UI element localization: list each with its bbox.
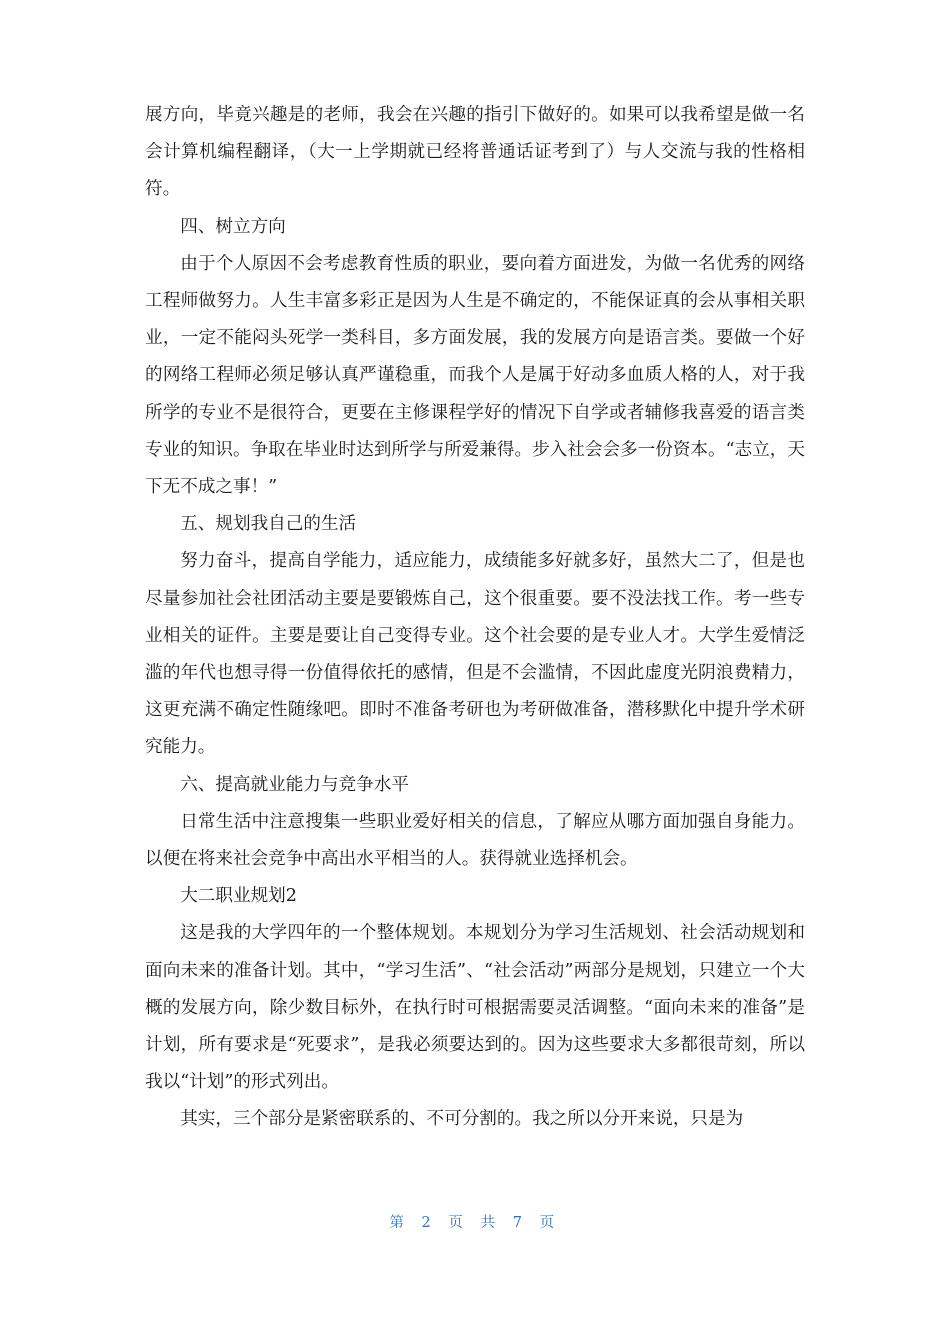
section-heading-4: 四、树立方向 (180, 216, 286, 237)
document-body (145, 97, 805, 1139)
paragraph-parts-connected: 其实，三个部分是紧密联系的、不可分割的。我之所以分开来说，只是为 (180, 1109, 744, 1130)
paragraph-overall-plan: 这是我的大学四年的一个整体规划。本规划分为学习生活规划、社会活动规划和面向未来的准备计划。其中，“学习生活”、“社会活动”两部分是规划，只建立一个大概的发展方向，除少数目标外，在执行时可根据需要灵活调整。“面向未来的准备”是计划，所有要求是“死要求”，是我必须要达到的。因为这些要求大多都很苛刻，所以我以“计划”的形式列出。 (145, 923, 805, 1093)
page-number-footer: 第 2 页 共 7 页 (389, 1215, 561, 1231)
section-heading-5: 五、规划我自己的生活 (180, 514, 357, 535)
section-heading-6: 六、提高就业能力与竞争水平 (180, 774, 409, 795)
paragraph-life-plan: 努力奋斗，提高自学能力，适应能力，成绩能多好就多好，虽然大二了，但是也尽量参加社会社团活动主要是要锻炼自己，这个很重要。要不没法找工作。考一些专业相关的证件。主要是要让自己变得专业。这个社会要的是专业人才。大学生爱情泛滥的年代也想寻得一份值得依托的感情，但是不会滥情，不因此虚度光阴浪费精力，这更充满不确定性随缘吧。即时不准备考研也为考研做准备，潜移默化中提升学术研究能力。 (145, 551, 805, 758)
paragraph-direction: 由于个人原因不会考虑教育性质的职业，要向着方面进发，为做一名优秀的网络工程师做努力。人生丰富多彩正是因为人生是不确定的，不能保证真的会从事相关职业，一定不能闷头死学一类科目，多方面发展，我的发展方向是语言类。要做一个好的网络工程师必须足够认真严谨稳重，而我个人是属于好动多血质人格的人，对于我所学的专业不是很符合，更要在主修课程学好的情况下自学或者辅修我喜爱的语言类专业的知识。争取在毕业时达到所学与所爱兼得。步入社会会多一份资本。“志立，天下无不成之事！” (145, 253, 805, 498)
paragraph-continuation: 展方向，毕竟兴趣是的老师，我会在兴趣的指引下做好的。如果可以我希望是做一名会计算机编程翻译，（大一上学期就已经将普通话证考到了）与人交流与我的性格相符。 (145, 105, 805, 200)
paragraph-employment: 日常生活中注意搜集一些职业爱好相关的信息，了解应从哪方面加强自身能力。以便在将来社会竞争中高出水平相当的人。获得就业选择机会。 (145, 811, 805, 870)
article-title-2: 大二职业规划2 (180, 886, 297, 907)
